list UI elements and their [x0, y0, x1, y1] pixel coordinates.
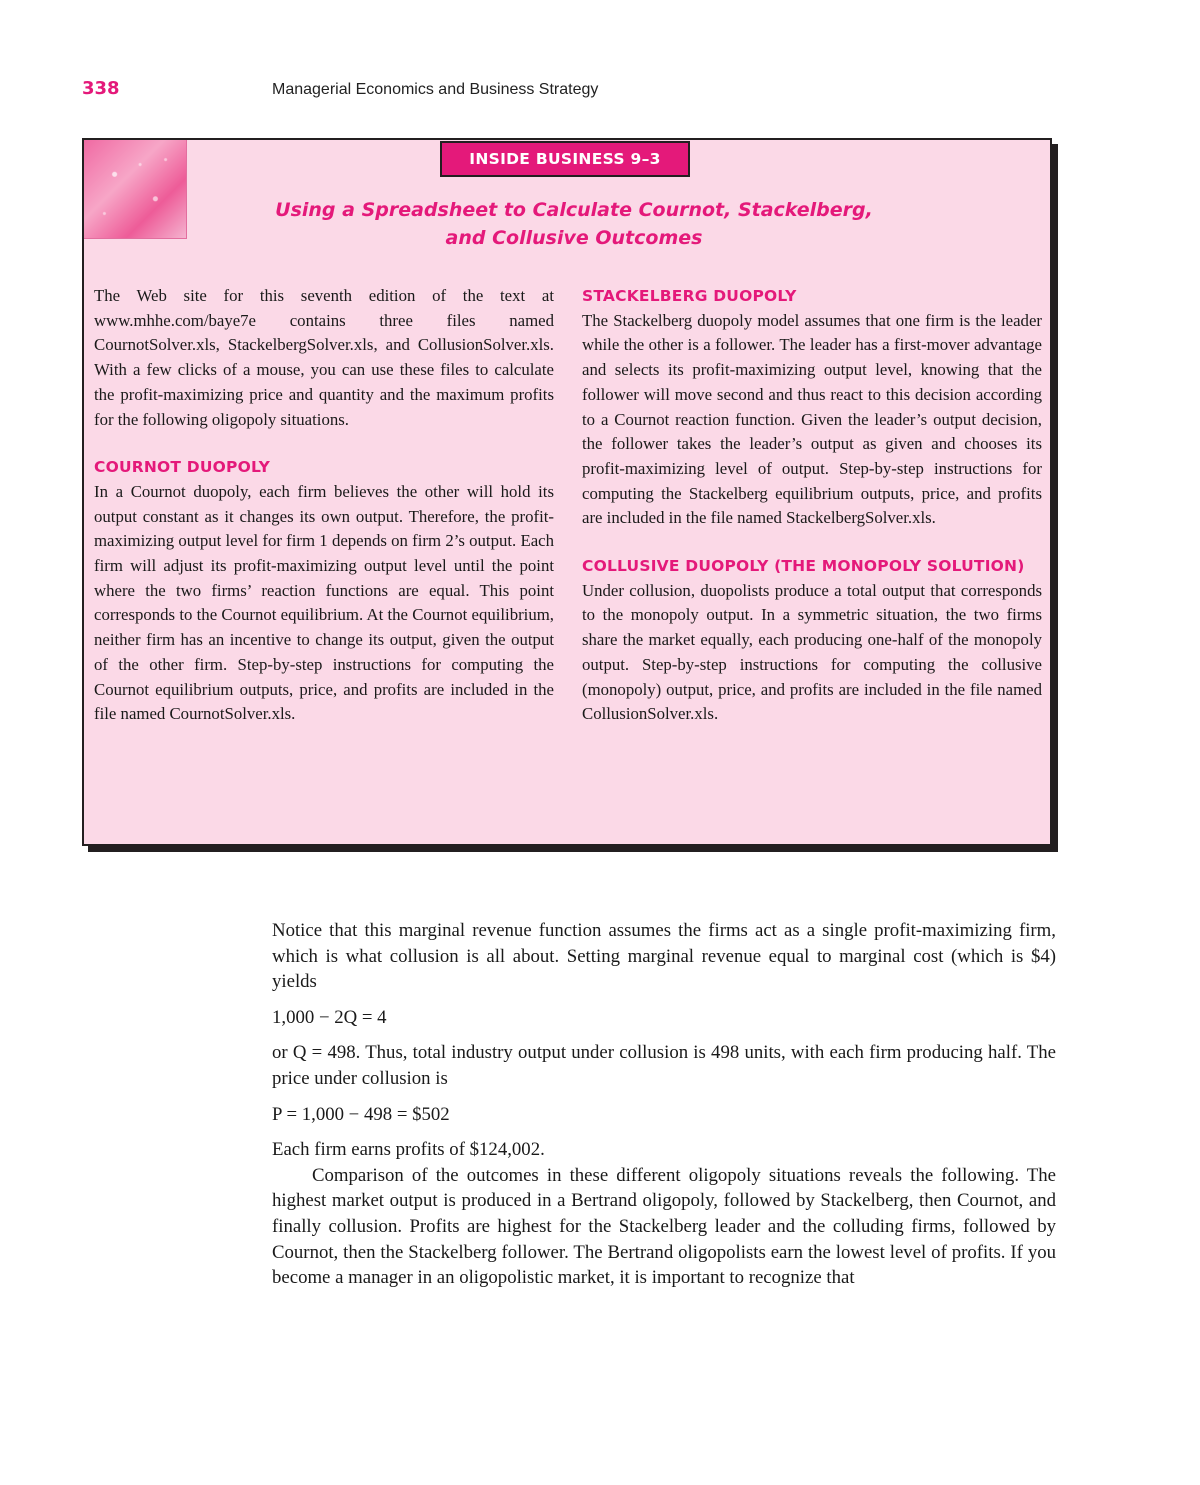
body-paragraph-1: Notice that this marginal revenue function assumes the firms act as a single profit-maximizing firm, which is what collusion is all about. Setting marginal revenue equal to marginal cost (which is $4) yields: [272, 920, 1056, 993]
page-header: [82, 78, 1062, 112]
cournot-paragraph: In a Cournot duopoly, each firm believes the other will hold its output constant as it changes its own output. Therefore, the profit-maximizing output level for firm 1 depends on firm 2’s output. Each firm will adjust its profit-maximizing output level until the point where the two firms’ reaction functions are equal. This point corresponds to the Cournot equilibrium. At the Cournot equilibrium, neither firm has an incentive to change its output, given the output of the other firm. Step-by-step instructions for computing the Cournot equilibrium outputs, price, and profits are included in the file named CournotSolver.xls.: [94, 481, 554, 724]
page-number: 338: [82, 78, 120, 99]
stackelberg-paragraph: The Stackelberg duopoly model assumes that one firm is the leader while the other is a follower. The leader has a first-mover advantage and selects its profit-maximizing output level, knowing that the follower will move second and thus react to this decision according to a Cournot reaction function. Given the leader’s output decision, the follower takes the leader’s output as given and chooses its profit-maximizing level of output. Step-by-step instructions for computing the Stackelberg equilibrium outputs, price, and profits are included in the file named StackelbergSolver.xls.: [582, 310, 1042, 528]
collusive-heading: COLLUSIVE DUOPOLY (THE MONOPOLY SOLUTION): [582, 557, 1025, 576]
running-head: Managerial Economics and Business Strategy: [272, 81, 599, 98]
intro-paragraph: The Web site for this seventh edition of the text at www.mhhe.com/baye7e contains three files named CournotSolver.xls, StackelbergSolver.xls, and CollusionSolver.xls. With a few clicks of a mouse, you can use these files to calculate the profit-maximizing price and quantity and the maximum profits for the following oligopoly situations.: [94, 286, 554, 429]
equation-2: P = 1,000 − 498 = $502: [272, 1103, 450, 1125]
box-title-line-2: and Collusive Outcomes: [445, 227, 703, 249]
main-body-text: [272, 918, 1056, 1291]
cournot-heading: COURNOT DUOPOLY: [94, 458, 271, 477]
box-label: INSIDE BUSINESS 9–3: [440, 141, 690, 177]
inside-business-box: [82, 138, 1052, 846]
body-paragraph-4: Comparison of the outcomes in these different oligopoly situations reveals the following. The highest market output is produced in a Bertrand oligopoly, followed by Stackelberg, then Cournot, and finally collusion. Profits are highest for the Stackelberg leader and the colluding firms, followed by Cournot, then the Stackelberg follower. The Bertrand oligopolists earn the lowest level of profits. If you become a manager in an oligopolistic market, it is important to recognize that: [272, 1164, 1056, 1289]
box-left-column: [94, 284, 554, 727]
box-right-column: [582, 284, 1042, 727]
decorative-texture-image: [84, 140, 187, 239]
box-title-line-1: Using a Spreadsheet to Calculate Cournot, Stackelberg,: [275, 199, 873, 221]
equation-1: 1,000 − 2Q = 4: [272, 1006, 387, 1028]
stackelberg-heading: STACKELBERG DUOPOLY: [582, 287, 797, 305]
body-paragraph-2: or Q = 498. Thus, total industry output under collusion is 498 units, with each firm producing half. The price under collusion is: [272, 1042, 1056, 1089]
collusive-paragraph: Under collusion, duopolists produce a total output that corresponds to the monopoly output. In a symmetric situation, the two firms share the market equally, each producing one-half of the monopoly output. Step-by-step instructions for computing the collusive (monopoly) output, price, and profits are included in the file named CollusionSolver.xls.: [582, 580, 1042, 724]
box-title: [194, 196, 954, 252]
body-paragraph-3: Each firm earns profits of $124,002.: [272, 1139, 545, 1161]
